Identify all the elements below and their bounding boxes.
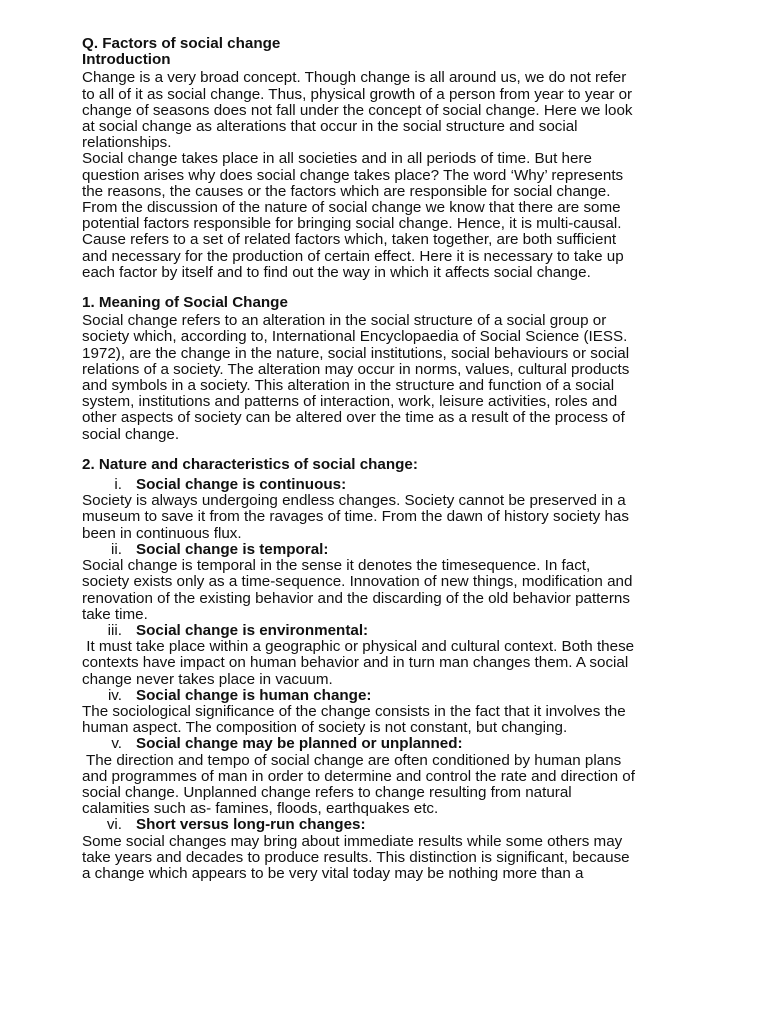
document-page — [82, 36, 732, 882]
text-line: a change which appears to be very vital today may be nothing more than a — [82, 864, 584, 882]
item-title: Social change may be planned or unplanned: — [136, 735, 463, 753]
text-line: The sociological significance of the change consists in the fact that it involves the — [82, 702, 626, 720]
text-line: social change. — [82, 425, 180, 443]
text-line: take years and decades to produce results. This distinction is significant, because — [82, 848, 630, 866]
text-line: Cause refers to a set of related factors which, taken together, are both sufficient — [82, 231, 617, 249]
list-item — [82, 623, 732, 688]
item-heading — [82, 688, 732, 704]
item-title: Social change is environmental: — [136, 621, 369, 639]
text-line: and symbols in a society. This alteration in the structure and function of a social — [82, 377, 615, 395]
intro-paragraph-2 — [82, 151, 732, 281]
text-line: 1972), are the change in the nature, social institutions, social behaviours or social — [82, 344, 630, 362]
section-1-body — [82, 313, 732, 443]
spacer — [82, 443, 732, 457]
text-line: question arises why does social change takes place? The word ‘Why’ represents — [82, 166, 624, 184]
section-2-heading: 2. Nature and characteristics of social change: — [82, 455, 418, 473]
question-title: Q. Factors of social change — [82, 35, 281, 52]
text-line: the reasons, the causes or the factors which are responsible for social change. — [82, 182, 611, 200]
text-line: and programmes of man in order to determine and control the rate and direction of — [82, 767, 635, 785]
list-item — [82, 736, 732, 817]
text-line: change never takes place in vacuum. — [82, 670, 333, 688]
item-title: Short versus long-run changes: — [136, 816, 366, 834]
item-title: Social change is human change: — [136, 686, 372, 704]
intro-paragraph-1 — [82, 70, 732, 151]
text-line: From the discussion of the nature of social change we know that there are some — [82, 199, 621, 217]
intro-heading: Introduction — [82, 51, 171, 69]
text-line: Social change is temporal in the sense it denotes the timesequence. In fact, — [82, 557, 591, 575]
text-line: system, institutions and patterns of interaction, work, leisure activities, roles and — [82, 393, 618, 411]
text-line: each factor by itself and to find out the way in which it affects social change. — [82, 263, 591, 281]
text-line: take time. — [82, 605, 148, 623]
text-line: relations of a society. The alteration may occur in norms, values, cultural products — [82, 360, 630, 378]
list-item — [82, 817, 732, 882]
list-item — [82, 477, 732, 542]
section-1-heading: 1. Meaning of Social Change — [82, 294, 288, 312]
text-line: social change. Unplanned change refers to change resulting from natural — [82, 783, 572, 801]
text-line: The direction and tempo of social change are often conditioned by human plans — [82, 751, 622, 769]
item-heading — [82, 817, 732, 833]
text-line: potential factors responsible for bringing social change. Hence, it is multi-causal. — [82, 215, 622, 233]
item-number: v. — [111, 735, 122, 753]
item-number: iv. — [107, 686, 122, 704]
text-line: to all of it as social change. Thus, physical growth of a person from year to year or — [82, 85, 633, 103]
spacer — [82, 281, 732, 295]
text-line: relationships. — [82, 134, 172, 152]
text-line: other aspects of society can be altered over the time as a result of the process of — [82, 409, 625, 427]
text-line: human aspect. The composition of society is not constant, but changing. — [82, 719, 568, 737]
text-line: Social change takes place in all societies and in all periods of time. But here — [82, 150, 592, 168]
text-line: calamities such as- famines, floods, earthquakes etc. — [82, 800, 439, 818]
list-item — [82, 688, 732, 737]
text-line: museum to save it from the ravages of time. From the dawn of history society has — [82, 508, 629, 526]
text-line: at social change as alterations that occur in the social structure and social — [82, 118, 578, 136]
text-line: Society is always undergoing endless changes. Society cannot be preserved in a — [82, 492, 626, 510]
text-line: change of seasons does not fall under the concept of social change. Here we look — [82, 101, 633, 119]
item-heading — [82, 736, 732, 752]
item-number: iii. — [107, 621, 122, 639]
text-line: It must take place within a geographic or physical and cultural context. Both these — [82, 638, 635, 656]
item-number: i. — [114, 476, 122, 494]
item-heading — [82, 542, 732, 558]
item-number: ii. — [111, 540, 122, 558]
text-line: been in continuous flux. — [82, 524, 242, 542]
text-line: contexts have impact on human behavior and in turn man changes them. A social — [82, 654, 629, 672]
text-line: and necessary for the production of certain effect. Here it is necessary to take up — [82, 247, 624, 265]
title-block — [82, 36, 732, 68]
text-line: Some social changes may bring about immediate results while some others may — [82, 832, 623, 850]
text-line: Social change refers to an alteration in the social structure of a social group or — [82, 312, 607, 330]
list-item — [82, 542, 732, 623]
item-number: vi. — [106, 816, 122, 834]
text-line: society which, according to, International Encyclopaedia of Social Science (IESS. — [82, 328, 628, 346]
text-line: Change is a very broad concept. Though change is all around us, we do not refer — [82, 69, 627, 87]
text-line: society exists only as a time-sequence. Innovation of new things, modification and — [82, 573, 633, 591]
text-line: renovation of the existing behavior and the discarding of the old behavior patterns — [82, 589, 630, 607]
item-title: Social change is temporal: — [136, 540, 329, 558]
item-heading — [82, 477, 732, 493]
item-heading — [82, 623, 732, 639]
item-title: Social change is continuous: — [136, 476, 347, 494]
